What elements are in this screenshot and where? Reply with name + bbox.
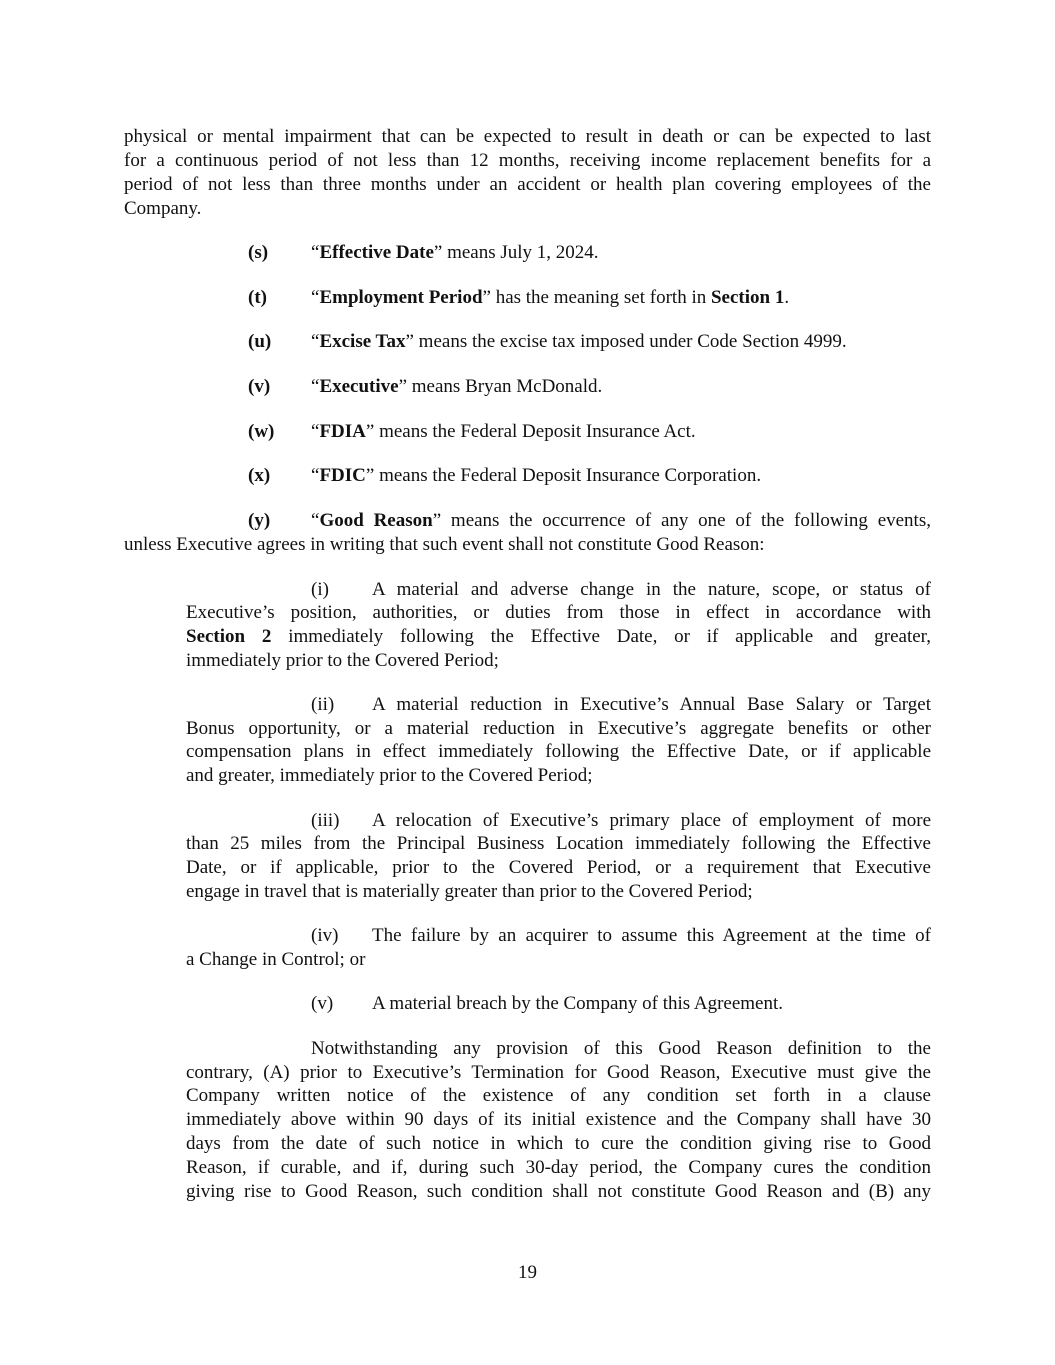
defined-term: FDIA <box>319 421 366 442</box>
defined-term: Good Reason <box>319 510 433 531</box>
paragraph-line: contrary, (A) prior to Executive’s Termination for Good Reason, Executive must give the <box>186 1062 931 1083</box>
sub-clause-line: Bonus opportunity, or a material reduction in Executive’s aggregate benefits or other <box>186 718 931 739</box>
sub-clause-line: A material reduction in Executive’s Annual Base Salary or Target <box>372 694 931 715</box>
defined-term: Excise Tax <box>319 331 406 352</box>
sub-clause-line: a Change in Control; or <box>186 949 366 970</box>
definition-label: (u) <box>248 331 272 352</box>
sub-clause-line: engage in travel that is materially greater than prior to the Covered Period; <box>186 881 753 902</box>
sub-clause-line: A material breach by the Company of this Agreement. <box>372 993 784 1014</box>
sub-clause-number: (v) <box>311 993 334 1014</box>
definition-label: (y) <box>248 510 271 531</box>
paragraph-line: Notwithstanding any provision of this Good Reason definition to the <box>311 1038 931 1059</box>
intro-line: Company. <box>124 198 202 219</box>
sub-clause-number: (iv) <box>311 925 339 946</box>
sub-clause-line: Date, or if applicable, prior to the Covered Period, or a requirement that Executive <box>186 857 931 878</box>
definition-label: (t) <box>248 287 267 308</box>
sub-clause-number: (ii) <box>311 694 335 715</box>
section-reference: Section 1 <box>710 287 785 308</box>
sub-clause-line: immediately prior to the Covered Period; <box>186 650 499 671</box>
sub-clause-line: and greater, immediately prior to the Covered Period; <box>186 765 593 786</box>
sub-clause-line: Section 2 immediately following the Effective Date, or if applicable and greater, <box>186 626 931 647</box>
defined-term: Effective Date <box>319 242 434 263</box>
paragraph-line: Reason, if curable, and if, during such 30-day period, the Company cures the condition <box>186 1157 931 1178</box>
sub-clause-line: A relocation of Executive’s primary place of employment of more <box>372 810 931 831</box>
definition-text: “FDIC” means the Federal Deposit Insurance Corporation. <box>311 465 762 486</box>
paragraph-line: giving rise to Good Reason, such condition shall not constitute Good Reason and (B) any <box>186 1181 931 1202</box>
sub-clause-line: compensation plans in effect immediately following the Effective Date, or if applicable <box>186 741 931 762</box>
definition-label: (w) <box>248 421 275 442</box>
intro-line: period of not less than three months under an accident or health plan covering employees of the <box>124 174 931 195</box>
definition-text-continued: unless Executive agrees in writing that such event shall not constitute Good Reason: <box>124 534 765 555</box>
paragraph-line: immediately above within 90 days of its initial existence and the Company shall have 30 <box>186 1109 931 1130</box>
definition-text: “Employment Period” has the meaning set forth in Section 1. <box>311 287 790 308</box>
definition-label: (s) <box>248 242 269 263</box>
paragraph-line: days from the date of such notice in which to cure the condition giving rise to Good <box>186 1133 931 1154</box>
definition-text: “Excise Tax” means the excise tax imposed under Code Section 4999. <box>311 331 847 352</box>
sub-clause-line: than 25 miles from the Principal Business Location immediately following the Effective <box>186 833 931 854</box>
intro-line: physical or mental impairment that can be expected to result in death or can be expected to last <box>124 126 931 147</box>
definition-text: “Executive” means Bryan McDonald. <box>311 376 603 397</box>
definition-label: (v) <box>248 376 271 397</box>
page-number: 19 <box>518 1262 537 1283</box>
sub-clause-number: (iii) <box>311 810 340 831</box>
definition-text: “Effective Date” means July 1, 2024. <box>311 242 599 263</box>
section-reference: Section 2 <box>186 626 272 647</box>
sub-clause-line: A material and adverse change in the nature, scope, or status of <box>372 579 931 600</box>
sub-clause-number: (i) <box>311 579 329 600</box>
defined-term: FDIC <box>319 465 366 486</box>
sub-clause-line: The failure by an acquirer to assume this Agreement at the time of <box>372 925 931 946</box>
definition-text: “FDIA” means the Federal Deposit Insurance Act. <box>311 421 696 442</box>
intro-line: for a continuous period of not less than 12 months, receiving income replacement benefits for a <box>124 150 931 171</box>
sub-clause-line: Executive’s position, authorities, or duties from those in effect in accordance with <box>186 602 931 623</box>
paragraph-line: Company written notice of the existence of any condition set forth in a clause <box>186 1085 931 1106</box>
defined-term: Employment Period <box>319 287 483 308</box>
definition-text: “Good Reason” means the occurrence of any one of the following events, <box>311 510 931 531</box>
definition-label: (x) <box>248 465 271 486</box>
defined-term: Executive <box>319 376 399 397</box>
